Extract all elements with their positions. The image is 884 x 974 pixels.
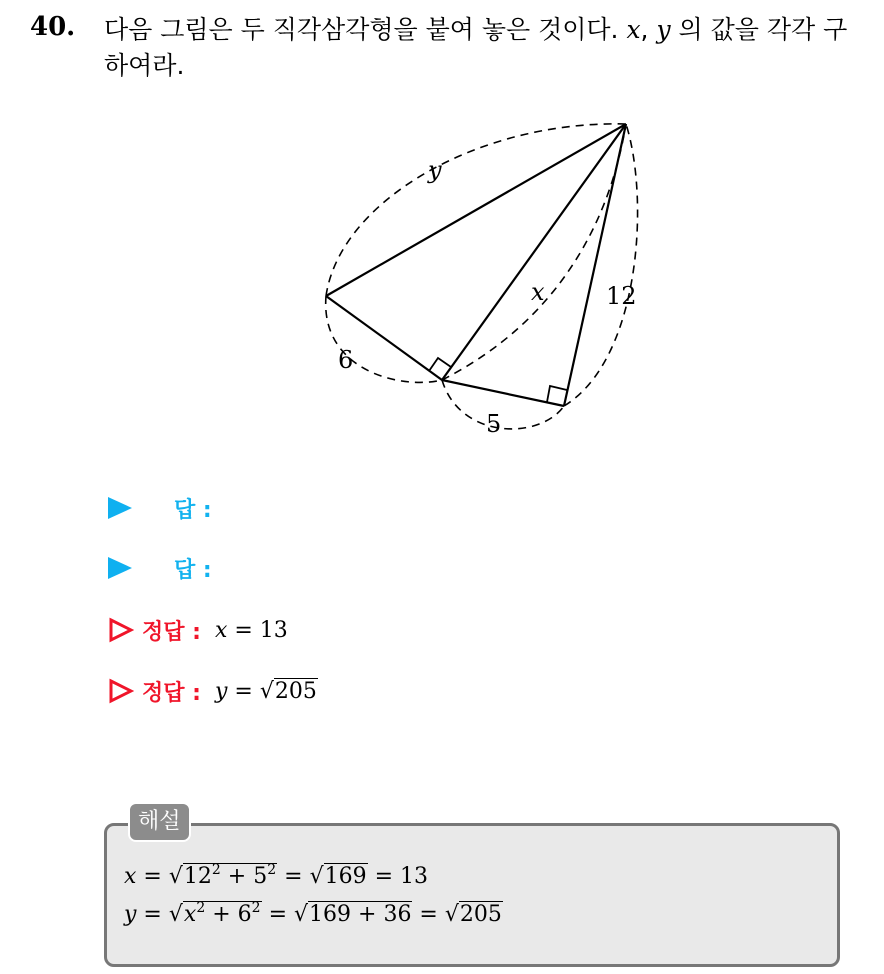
answer-row-2: [108, 551, 212, 585]
correct-answer-y: y = √205: [214, 678, 317, 704]
question-text-part2: 의 값을 각각 구하여라.: [104, 15, 848, 80]
outline-triangle-icon: [108, 617, 134, 643]
correct-label: 정답 :: [142, 619, 201, 645]
solution-line-1: $x = √12^2 + 5^2 = √169 = 13$: [124, 862, 429, 889]
label-12: 12: [606, 282, 637, 310]
answer-row-1: [108, 491, 212, 525]
comma: ,: [640, 15, 649, 44]
correct-answer-x: x = 13: [214, 617, 288, 643]
label-6: 6: [338, 346, 354, 374]
outline-triangle-icon: [108, 678, 134, 704]
question-text-part1: 다음 그림은 두 직각삼각형을 붙여 놓은 것이다.: [104, 15, 627, 44]
answer-label: 답 :: [174, 497, 212, 523]
filled-triangle-icon: [108, 557, 132, 579]
question-number: 40.: [30, 12, 76, 42]
correct-label: 정답 :: [142, 680, 201, 706]
solution-line-2: $y = √x^2 + 6^2 = √169 + 36 = √205$: [124, 900, 502, 927]
right-angle-mark-1: [429, 358, 451, 371]
solution-tag: 해설: [128, 802, 191, 842]
right-angle-marks: [429, 358, 567, 402]
var-y: y: [656, 15, 671, 44]
edge-y: [326, 124, 626, 296]
arc-5: [442, 380, 564, 429]
label-x: x: [531, 278, 545, 306]
label-5: 5: [486, 410, 502, 438]
dimension-arcs: [326, 124, 638, 429]
var-x: x: [626, 15, 641, 44]
triangle-figure: [0, 0, 884, 460]
correct-row-2: [108, 674, 318, 708]
edge-5: [442, 380, 564, 406]
filled-triangle-icon: [108, 497, 132, 519]
answer-label: 답 :: [174, 557, 212, 583]
arc-12: [564, 124, 638, 406]
triangle-edges: [326, 124, 626, 406]
correct-row-1: [108, 613, 288, 647]
solution-box: [104, 823, 840, 967]
label-y: y: [428, 156, 442, 184]
right-angle-mark-2: [547, 386, 567, 402]
